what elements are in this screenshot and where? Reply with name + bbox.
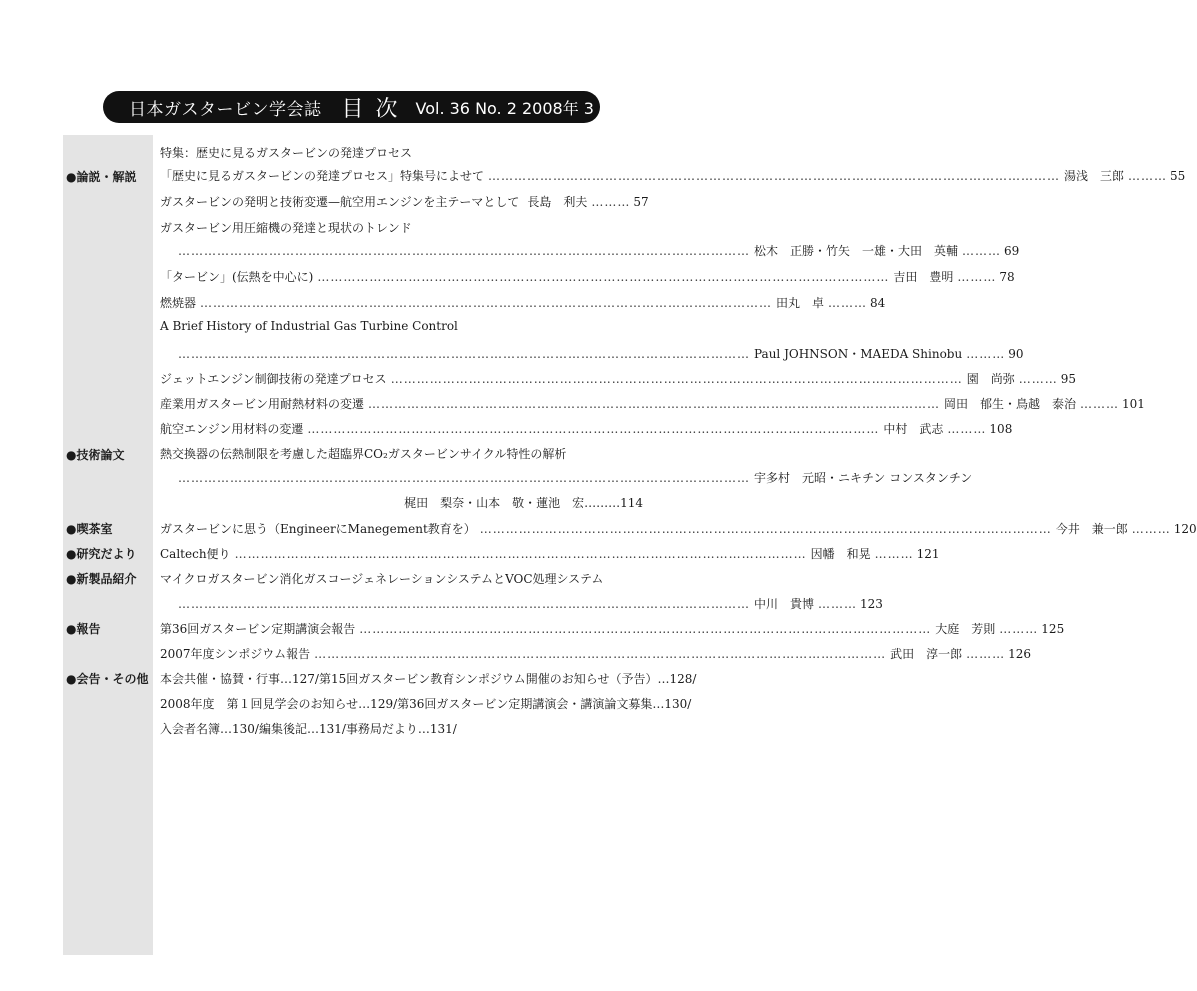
entry-page: 108: [989, 422, 1013, 436]
issue-info: Vol. 36 No. 2 2008年 3 月: [415, 98, 616, 118]
dot-leader: ………: [1018, 372, 1058, 386]
entry-author: 今井 兼一郎: [1055, 522, 1128, 536]
dot-leader: ………: [947, 422, 987, 436]
entry-author: 園 尚弥: [966, 372, 1015, 386]
toc-title: 目次: [341, 96, 410, 122]
announcement-line: 入会者名簿…130/編集後記…131/事務局だより…131/: [160, 722, 457, 736]
dot-leader: ………: [584, 496, 621, 510]
entry-title: ガスタービンに思う（EngineerにManegement教育を）: [160, 522, 476, 536]
toc-entry[interactable]: [178, 242, 1020, 260]
entry-title: 「歴史に見るガスタービンの発達プロセス」特集号によせて: [160, 169, 485, 183]
section-label-kaikoku: ●会告・その他: [66, 672, 149, 686]
toc-entry[interactable]: [404, 494, 643, 511]
entry-page: 57: [633, 195, 649, 209]
dot-leader: ……………………………………………………………………………………………………………………: [314, 647, 887, 661]
toc-entry[interactable]: [160, 520, 1197, 538]
dot-leader: ……………………………………………………………………………………………………………………: [178, 471, 750, 485]
entry-title[interactable]: A Brief History of Industrial Gas Turbine Control: [160, 319, 458, 333]
journal-title: 日本ガスタービン学会誌: [129, 99, 322, 120]
entry-author: 長島 利夫: [527, 195, 588, 209]
toc-entry[interactable]: [178, 595, 883, 613]
entry-page: 95: [1060, 372, 1076, 386]
entry-author: 因幡 和晃: [810, 547, 871, 561]
toc-entry[interactable]: [160, 167, 1186, 185]
announcement-line: 2008年度 第１回見学会のお知らせ…129/第36回ガスタービン定期講演会・講演論文募集…130/: [160, 697, 692, 711]
entry-page: 78: [999, 270, 1015, 284]
entry-author: 岡田 郁生・鳥越 泰治: [944, 397, 1077, 411]
toc-entry[interactable]: [160, 193, 649, 211]
entry-author: 中川 貴博: [754, 597, 815, 611]
entry-title: ガスタービンの発明と技術変遷—航空用エンジンを主テーマとして: [160, 195, 520, 209]
dot-leader: ………: [874, 547, 914, 561]
toc-entry[interactable]: [160, 620, 1065, 638]
entry-author: 梶田 梨奈・山本 敬・蓮池 宏: [404, 496, 585, 510]
dot-leader: ……………………………………………………………………………………………………………………: [368, 397, 941, 411]
dot-leader: ……………………………………………………………………………………………………………………: [234, 547, 807, 561]
entry-page: 125: [1041, 622, 1065, 636]
dot-leader: ………: [962, 244, 1002, 258]
dot-leader: ………: [1131, 522, 1171, 536]
toc-entry[interactable]: [178, 469, 973, 487]
section-label-kenkyu: ●研究だより: [66, 547, 137, 561]
section-label-ronsetsu: ●論説・解説: [66, 170, 137, 184]
entry-page: 114: [620, 496, 643, 510]
entry-title: 2007年度シンポジウム報告: [160, 647, 311, 661]
dot-leader: ……………………………………………………………………………………………………………………: [178, 244, 750, 258]
special-feature-heading: 特集：歴史に見るガスタービンの発達プロセス: [160, 146, 413, 160]
dot-leader: ……………………………………………………………………………………………………………………: [488, 169, 1061, 183]
announcement-line: 本会共催・協賛・行事…127/第15回ガスタービン教育シンポジウム開催のお知らせ（予告）…128/: [160, 672, 697, 686]
entry-title: 産業用ガスタービン用耐熱材料の変遷: [160, 397, 365, 411]
toc-entry[interactable]: [178, 345, 1024, 363]
entry-author: 大庭 芳則: [935, 622, 996, 636]
entry-title[interactable]: 熱交換器の伝熱制限を考慮した超臨界CO₂ガスタービンサイクル特性の解析: [160, 447, 567, 461]
toc-entry[interactable]: [160, 370, 1076, 388]
dot-leader: ……………………………………………………………………………………………………………………: [359, 622, 932, 636]
entry-page: 101: [1122, 397, 1145, 411]
section-label-hokoku: ●報告: [66, 622, 101, 636]
dot-leader: ………: [828, 296, 868, 310]
entry-page: 90: [1008, 347, 1024, 361]
entry-page: 123: [860, 597, 883, 611]
entry-author: 吉田 豊明: [893, 270, 954, 284]
dot-leader: ……………………………………………………………………………………………………………………: [200, 296, 773, 310]
entry-title: ジェットエンジン制御技術の発達プロセス: [160, 372, 387, 386]
entry-page: 69: [1004, 244, 1020, 258]
entry-title[interactable]: マイクロガスタービン消化ガスコージェネレーションシステムとVOC処理システム: [160, 572, 604, 586]
entry-title: Caltech便り: [160, 547, 231, 561]
entry-author: 中村 武志: [883, 422, 944, 436]
dot-leader: ……………………………………………………………………………………………………………………: [178, 347, 750, 361]
entry-page: 84: [870, 296, 886, 310]
entry-page: 126: [1008, 647, 1032, 661]
entry-author: 松木 正勝・竹矢 一雄・大田 英輔: [754, 244, 959, 258]
dot-leader: ………: [1080, 397, 1120, 411]
dot-leader: ………: [591, 195, 631, 209]
entry-page: 55: [1170, 169, 1186, 183]
entry-title[interactable]: ガスタービン用圧縮機の発達と現状のトレンド: [160, 221, 412, 235]
section-label-kissa: ●喫茶室: [66, 522, 113, 536]
entry-title: 航空エンジン用材料の変遷: [160, 422, 304, 436]
toc-entry[interactable]: [160, 420, 1013, 438]
entry-author: 宇多村 元昭・ニキチン コンスタンチン: [754, 471, 973, 485]
entry-title: 燃焼器: [160, 296, 197, 310]
toc-entry[interactable]: [160, 294, 886, 312]
entry-page: 121: [916, 547, 940, 561]
header-bar: [103, 91, 616, 123]
entry-author: 田丸 卓: [776, 296, 825, 310]
dot-leader: ………: [966, 347, 1006, 361]
dot-leader: ……………………………………………………………………………………………………………………: [317, 270, 890, 284]
dot-leader: ………: [1128, 169, 1168, 183]
entry-author: 武田 淳一郎: [890, 647, 963, 661]
toc-entry[interactable]: [160, 268, 1015, 286]
section-label-gijutsu: ●技術論文: [66, 448, 125, 462]
dot-leader: ……………………………………………………………………………………………………………………: [390, 372, 963, 386]
entry-title: 第36回ガスタービン定期講演会報告: [160, 622, 356, 636]
dot-leader: ……………………………………………………………………………………………………………………: [307, 422, 880, 436]
dot-leader: ………: [999, 622, 1039, 636]
entry-page: 120: [1173, 522, 1197, 536]
toc-entry[interactable]: [160, 645, 1032, 663]
entry-author: Paul JOHNSON・MAEDA Shinobu: [754, 347, 963, 361]
dot-leader: ………: [957, 270, 997, 284]
section-label-shinseihin: ●新製品紹介: [66, 572, 137, 586]
toc-entry[interactable]: [160, 395, 1145, 413]
entry-author: 湯浅 三郎: [1064, 169, 1125, 183]
entry-title: 「タービン」(伝熱を中心に): [160, 270, 314, 284]
dot-leader: ………: [966, 647, 1006, 661]
dot-leader: ……………………………………………………………………………………………………………………: [479, 522, 1052, 536]
dot-leader: ………: [818, 597, 858, 611]
dot-leader: ……………………………………………………………………………………………………………………: [178, 597, 750, 611]
toc-entry[interactable]: [160, 545, 940, 563]
